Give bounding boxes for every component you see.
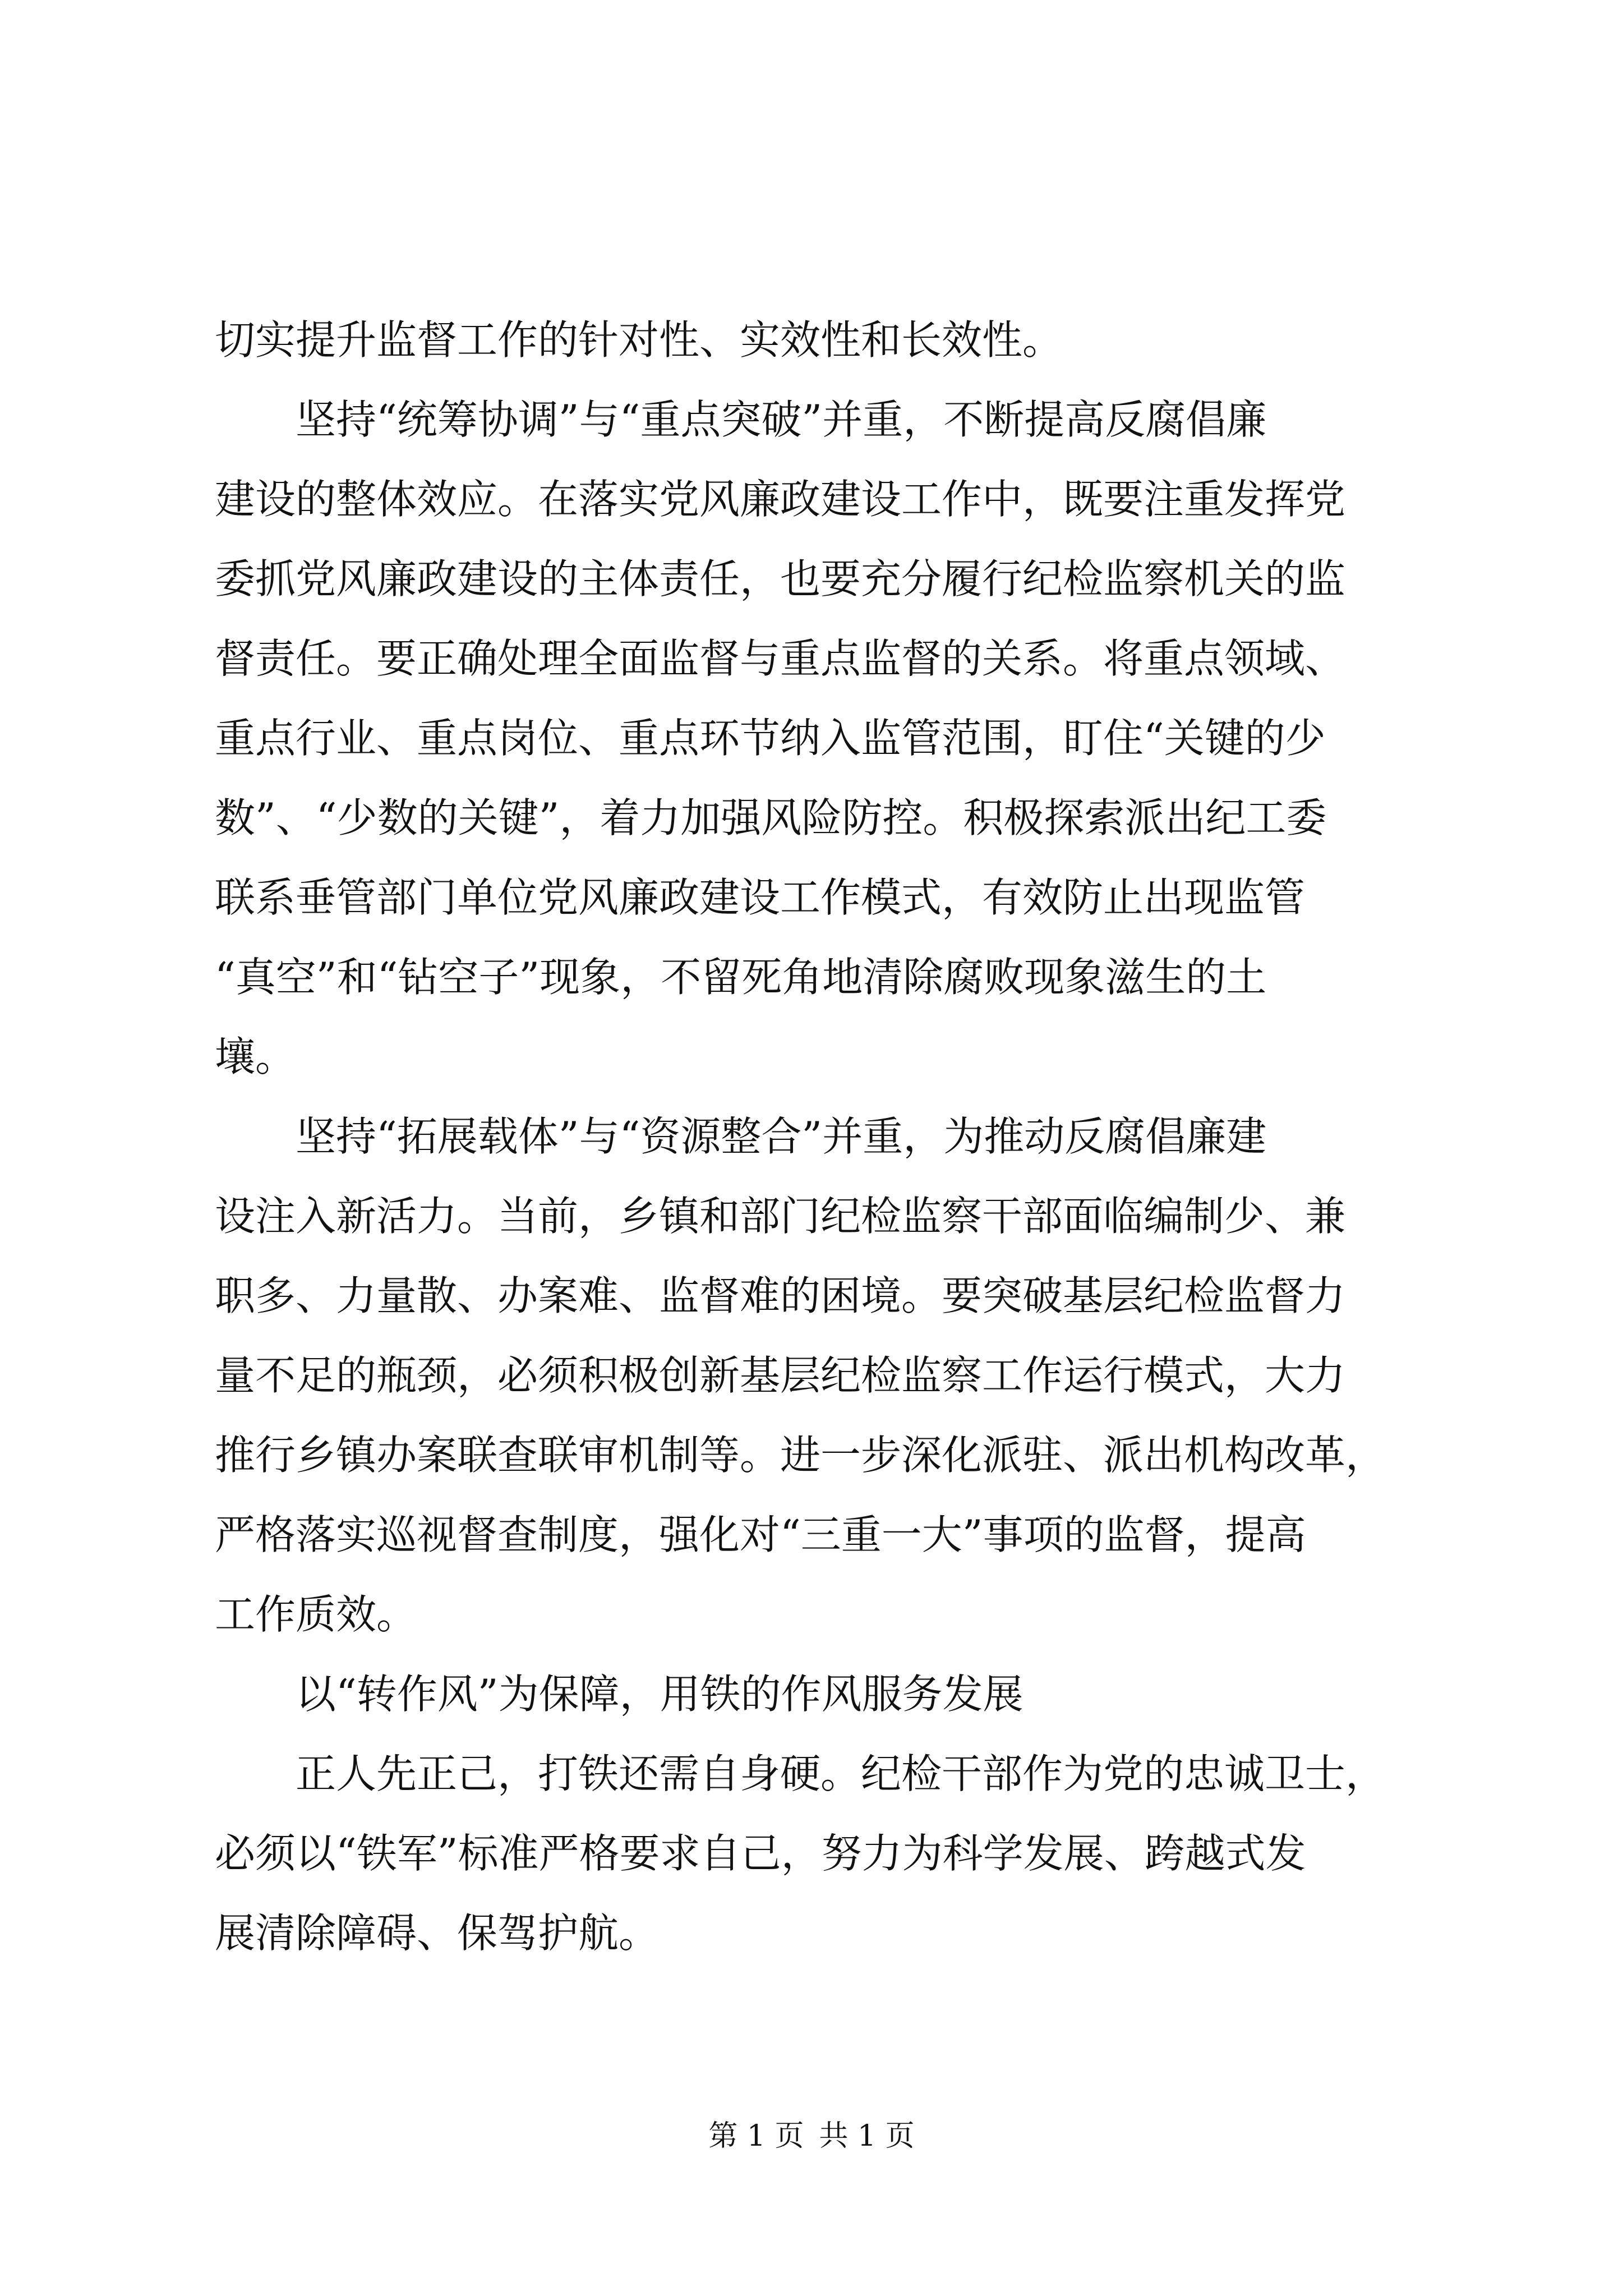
text-line: 数”、“少数的关键”，着力加强风险防控。积极探索派出纪工委 [215,794,1327,841]
text-line: 督责任。要正确处理全面监督与重点监督的关系。将重点领域、 [215,635,1346,682]
text-line: 联系垂管部门单位党风廉政建设工作模式，有效防止出现监管 [215,874,1306,921]
text-line: 重点行业、重点岗位、重点环节纳入监管范围，盯住“关键的少 [215,715,1326,762]
text-line: 必须以“铁军”标准严格要求自己，努力为科学发展、跨越式发 [215,1830,1306,1877]
text-line: 建设的整体效应。在落实党风廉政建设工作中，既要注重发挥党 [215,476,1346,523]
text-line: 展清除障碍、保驾护航。 [215,1910,660,1957]
page-number: 第 1 页 [708,2119,804,2153]
section-heading: 以“转作风”为保障，用铁的作风服务发展 [296,1671,1023,1718]
page-total: 共 1 页 [819,2119,915,2153]
text-line: 壤。 [215,1033,296,1080]
text-line: 职多、力量散、办案难、监督难的困境。要突破基层纪检监督力 [215,1272,1346,1319]
paragraph-first-line: 正人先正己，打铁还需自身硬。纪检干部作为党的忠诚卫士， [296,1750,1386,1797]
paragraph-first-line: 坚持“统筹协调”与“重点突破”并重，不断提高反腐倡廉 [296,396,1267,443]
paragraph-first-line: 坚持“拓展载体”与“资源整合”并重，为推动反腐倡廉建 [296,1113,1267,1160]
text-line: 设注入新活力。当前，乡镇和部门纪检监察干部面临编制少、兼 [215,1193,1346,1240]
text-line: 推行乡镇办案联查联审机制等。进一步深化派驻、派出机构改革， [215,1432,1386,1479]
text-line: 委抓党风廉政建设的主体责任，也要充分履行纪检监察机关的监 [215,555,1346,602]
text-line: “真空”和“钻空子”现象，不留死角地清除腐败现象滋生的土 [215,954,1267,1001]
page-footer [0,2119,1623,2153]
text-line: 量不足的瓶颈，必须积极创新基层纪检监察工作运行模式，大力 [215,1352,1346,1399]
text-line: 切实提升监督工作的针对性、实效性和长效性。 [215,316,1063,364]
text-line: 严格落实巡视督查制度，强化对“三重一大”事项的监督，提高 [215,1511,1306,1558]
text-line: 工作质效。 [215,1591,417,1638]
